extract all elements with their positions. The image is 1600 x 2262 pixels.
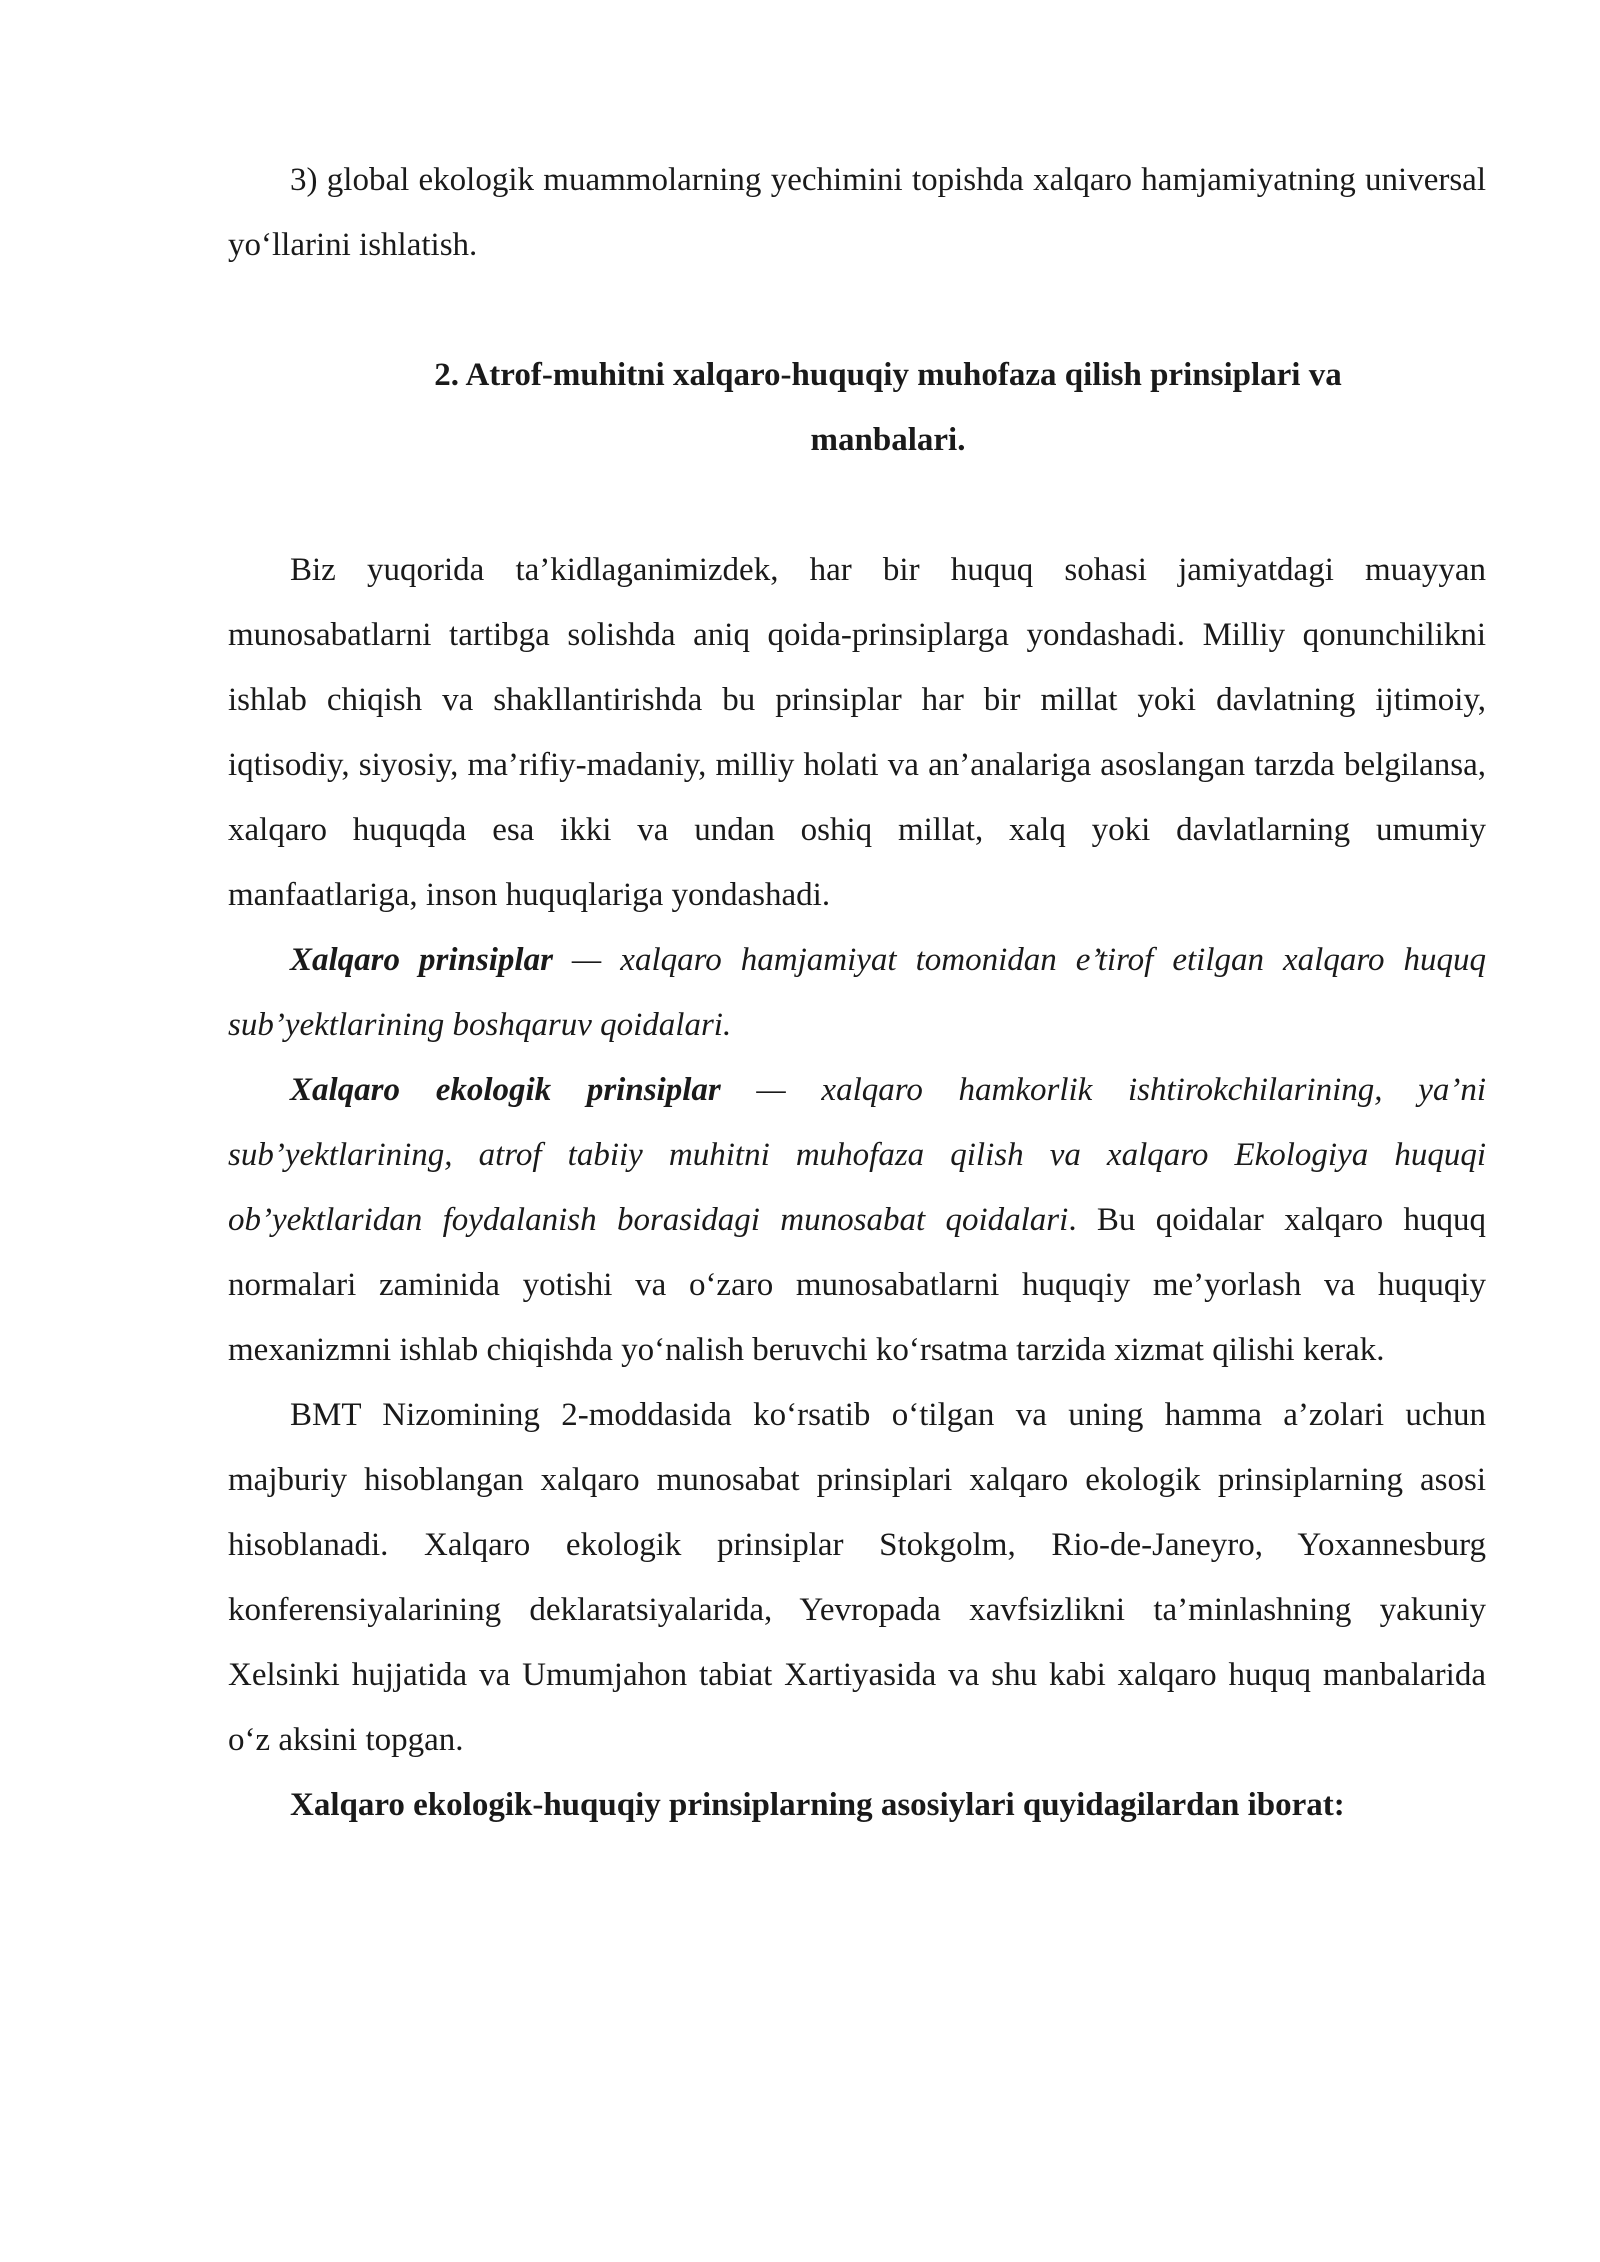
section-heading-line-2: manbalari. xyxy=(810,422,966,458)
document-page xyxy=(228,148,1486,1838)
definition-continuation: . Bu qoidalar xalqaro huquq normalari zaminida yotishi va o‘zaro munosabatlarni huquqiy me’yorlash va huquqiy mexanizmni ishlab chiqishda yo‘nalish beruvchi ko‘rsatma tarzida xizmat qilishi kerak. xyxy=(228,1202,1486,1368)
section-heading xyxy=(228,343,1486,473)
paragraph-definition-ecological-principles xyxy=(228,1058,1486,1383)
paragraph-intro: Biz yuqorida ta’kidlaganimizdek, har bir huquq sohasi jamiyatdagi muayyan munosabatlarni tartibga solishda aniq qoida-prinsiplarga yondashadi. Milliy qonunchilikni ishlab chiqish va shakllantirishda bu prinsiplar har bir millat yoki davlatning ijtimoiy, iqtisodiy, siyosiy, ma’rifiy-madaniy, milliy holati va an’analariga asoslangan tarzda belgilansa, xalqaro huquqda esa ikki va undan oshiq millat, xalq yoki davlatlarning umumiy manfaatlariga, inson huquqlariga yondashadi. xyxy=(228,552,1486,913)
term-xalqaro-ekologik-prinsiplar: Xalqaro ekologik prinsiplar xyxy=(290,1072,721,1108)
term-xalqaro-prinsiplar: Xalqaro prinsiplar xyxy=(290,942,553,978)
paragraph-bmt-charter: BMT Nizomining 2-moddasida ko‘rsatib o‘tilgan va uning hamma a’zolari uchun majburiy hisoblangan xalqaro munosabat prinsiplari xalqaro ekologik prinsiplarning asosi hisoblanadi. Xalqaro ekologik prinsiplar Stokgolm, Rio-de-Janeyro, Yoxannesburg konferensiyalarining deklaratsiyalarida, Yevropada xavfsizlikni ta’minlashning yakuniy Xelsinki hujjatida va Umumjahon tabiat Xartiyasida va shu kabi xalqaro huquq manbalarida o‘z aksini topgan. xyxy=(228,1397,1486,1758)
list-item-3: 3) global ekologik muammolarning yechimini topishda xalqaro hamjamiyatning universal yo‘llarini ishlatish. xyxy=(228,162,1486,263)
definition-text: — xalqaro hamjamiyat tomonidan e’tirof etilgan xalqaro huquq sub’yektlarining boshqaruv qoidalari. xyxy=(228,942,1486,1043)
definition-text: — xalqaro hamkorlik ishtirokchilarining, ya’ni sub’yektlarining, atrof tabiiy muhitni muhofaza qilish va xalqaro Ekologiya huquqi ob’yektlaridan foydalanish borasidagi munosabat qoidalari xyxy=(228,1072,1486,1238)
section-heading-line-1: 2. Atrof-muhitni xalqaro-huquqiy muhofaza qilish prinsiplari va xyxy=(434,357,1342,393)
paragraph-definition-principles xyxy=(228,928,1486,1058)
paragraph-main-principles-lead: Xalqaro ekologik-huquqiy prinsiplarning asosiylari quyidagilardan iborat: xyxy=(290,1787,1345,1823)
